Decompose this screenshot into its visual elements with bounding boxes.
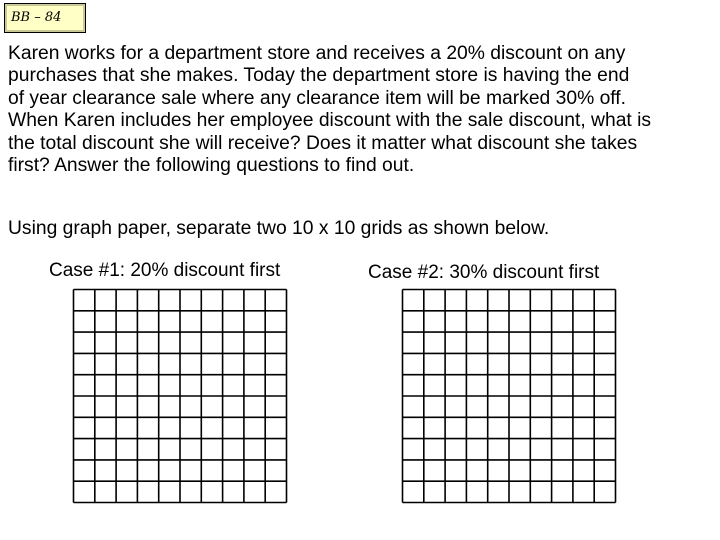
instruction-text: Using graph paper, separate two 10 x 10 grids as shown below. — [8, 218, 550, 239]
problem-line: Karen works for a department store and receives a 20% discount on any — [8, 43, 626, 64]
problem-line: first? Answer the following questions to find out. — [8, 155, 415, 177]
problem-line: purchases that she makes. Today the department store is having the end — [8, 65, 630, 87]
case-1-label: Case #1: 20% discount first — [49, 260, 281, 281]
problem-line: the total discount she will receive? Does it matter what discount she takes — [8, 132, 638, 154]
problem-statement — [8, 43, 716, 177]
case-2-label: Case #2: 30% discount first — [368, 262, 600, 283]
problem-line: When Karen includes her employee discount with the sale discount, what is — [8, 110, 652, 132]
problem-line: of year clearance sale where any clearance item will be marked 30% off. — [8, 87, 627, 109]
problem-id-badge — [4, 3, 86, 33]
case-1-grid — [72, 288, 288, 504]
case-2-grid — [401, 288, 617, 504]
problem-id-label: BB – 84 — [11, 10, 62, 25]
